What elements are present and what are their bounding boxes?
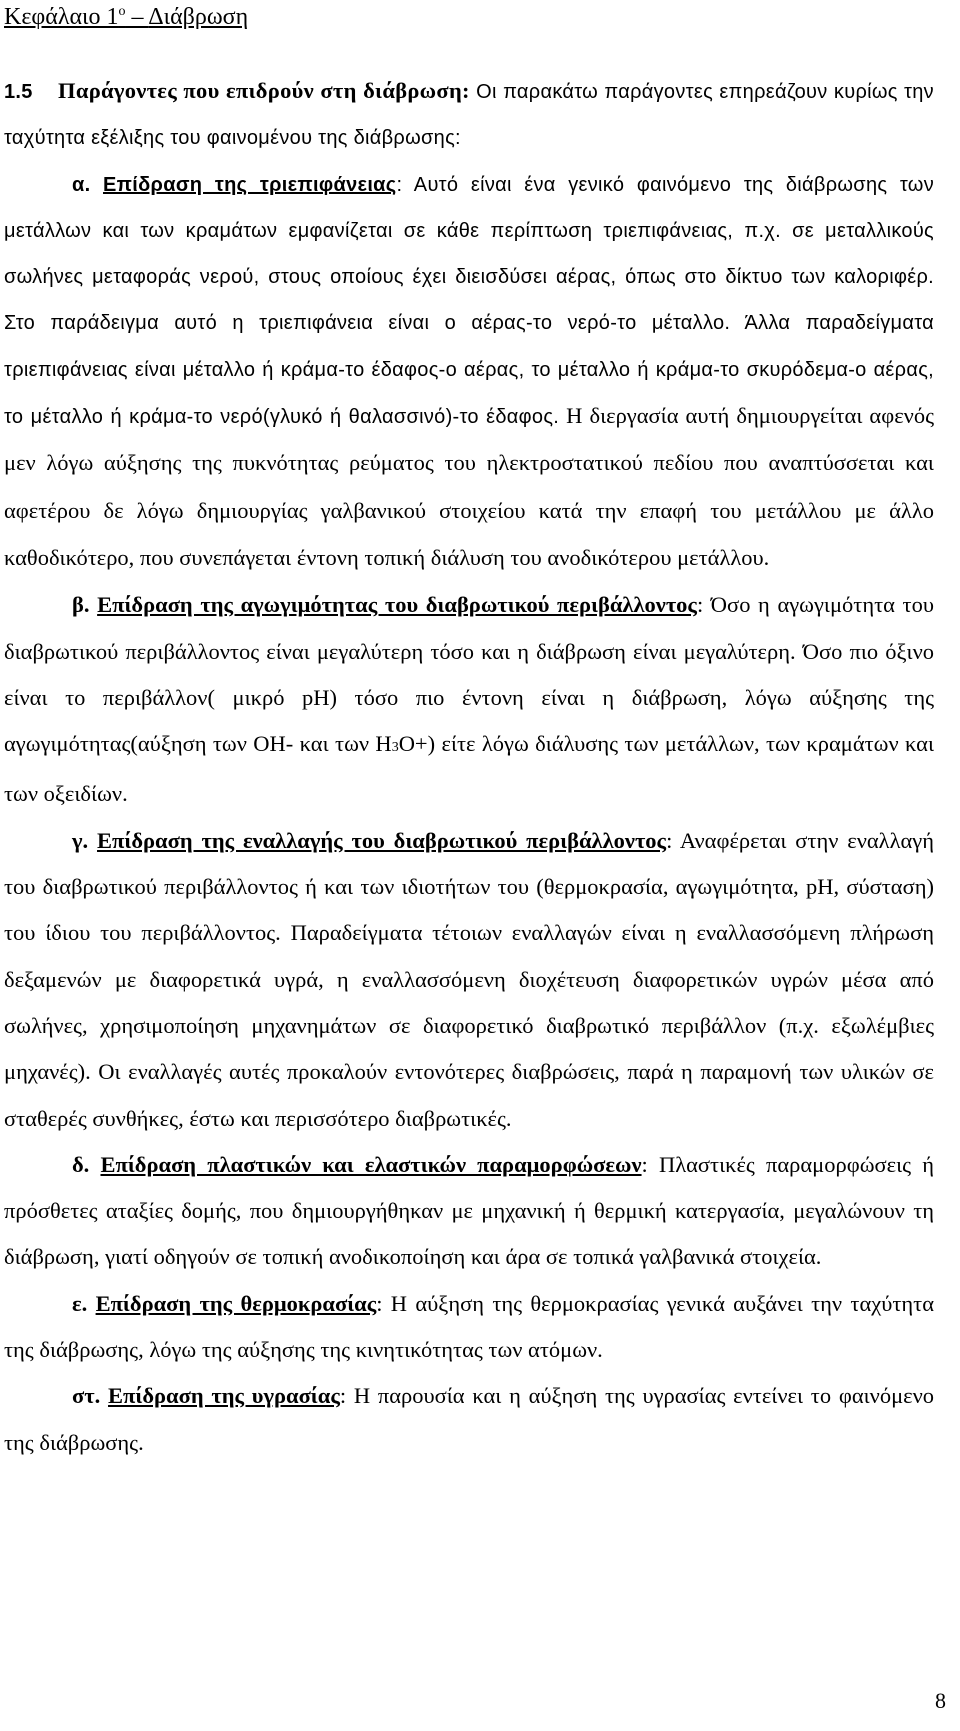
item-d-title: Επίδραση πλαστικών και ελαστικών παραμορφώσεων bbox=[100, 1151, 642, 1177]
item-d-letter: δ. bbox=[72, 1151, 90, 1177]
item-f-text: : Η παρουσία και η αύξηση της υγρασίας εντείνει το φαινόμενο της διάβρωσης. bbox=[4, 1383, 935, 1455]
item-c-title: Επίδραση της εναλλαγής του διαβρωτικού περιβάλλοντος bbox=[97, 827, 667, 853]
header-chapter-sup: ο bbox=[118, 4, 126, 19]
item-c-paragraph bbox=[4, 818, 934, 1142]
section-heading bbox=[4, 78, 470, 103]
item-e-text: : Η αύξηση της θερμοκρασίας γενικά αυξάνει την ταχύτητα της διάβρωσης, λόγω της αύξησης της κινητικότητας των ατόμων. bbox=[4, 1290, 934, 1363]
item-e-title: Επίδραση της θερμοκρασίας bbox=[95, 1290, 377, 1316]
item-f-paragraph bbox=[4, 1373, 934, 1466]
item-e-paragraph bbox=[4, 1281, 934, 1374]
section-heading-paragraph bbox=[4, 68, 934, 162]
section-title: Παράγοντες που επιδρούν στη διάβρωση: bbox=[58, 78, 470, 103]
item-a-text-continued: Η διεργασία αυτή δημιουργείται αφενός μεν λόγω αύξησης της πυκνότητας ρεύματος του ηλεκτροστατικού πεδίου που αναπτύσσεται και αφετέρου δε λόγω δημιουργίας γαλβανικού στοιχείου κατά την επαφή του μετάλλου με άλλο καθοδικότερο, που συνεπάγεται έντονη τοπική διάλυση του ανοδικότερου μετάλλου. bbox=[4, 403, 934, 570]
item-c-text: : Αναφέρεται στην εναλλαγή του διαβρωτικού περιβάλλοντος ή και των ιδιοτήτων του (θερμοκρασία, αγωγιμότητα, pH, σύσταση) του ίδιου του περιβάλλοντος. Παραδείγματα τέτοιων εναλλαγών είναι η εναλλασσόμενη πλήρωση δεξαμενών με διαφορετικά υγρά, η εναλλασσόμενη διοχέτευση διαφορετικών υγρών μέσα από σωλήνες, χρησιμοποίηση μηχανημάτων σε διαφορετικό διαβρωτικό περιβάλλον (π.χ. εξωλέμβιες μηχανές). Οι εναλλαγές αυτές προκαλούν εντονότερες διαβρώσεις, παρά η παραμονή των υλικών σε σταθερές συνθήκες, έστω και περισσότερο διαβρωτικές. bbox=[4, 827, 934, 1131]
item-d-text: : Πλαστικές παραμορφώσεις ή πρόσθετες αταξίες δομής, που δημιουργήθηκαν με μηχανική ή θερμική κατεργασία, μεγαλώνουν τη διάβρωση, γιατί οδηγούν σε τοπική ανοδικοποίηση και άρα σε τοπικά γαλβανικά στοιχεία. bbox=[4, 1151, 934, 1270]
item-b-paragraph bbox=[4, 582, 934, 817]
body-text bbox=[4, 68, 934, 1466]
item-a-text: : Αυτό είναι ένα γενικό φαινόμενο της διάβρωσης των μετάλλων και των κραμάτων εμφανίζεται σε κάθε περίπτωση τριεπιφάνειας, π.χ. σε μεταλλικούς σωλήνες μεταφοράς νερού, στους οποίους έχει διεισδύσει αέρας, όπως στο δίκτυο των καλοριφέρ. Στο παράδειγμα αυτό η τριεπιφάνεια είναι ο αέρας-το νερό-το μέταλλο. Άλλα παραδείγματα τριεπιφάνειας είναι μέταλλο ή κράμα-το έδαφος-ο αέρας, το μέταλλο ή κράμα-το σκυρόδεμα-ο αέρας, το μέταλλο ή κράμα-το νερό(γλυκό ή θαλασσινό)-το έδαφος. bbox=[4, 173, 935, 429]
header-separator: – bbox=[125, 4, 149, 30]
item-b-text-1: : Όσο η αγωγιμότητα του διαβρωτικού περιβάλλοντος είναι μεγαλύτερη τόσο και η διάβρωση είναι μεγαλύτερη. Όσο πιο όξινο είναι το περιβάλλον( μικρό pH) τόσο πιο έντονη είναι η διάβρωση, λόγω αύξησης της αγωγιμότητας(αύξηση των OH- και των H bbox=[4, 592, 934, 757]
item-b-text-2: O+) είτε λόγω διάλυσης των μετάλλων, των κραμάτων και των οξειδίων. bbox=[4, 731, 934, 807]
page-number: 8 bbox=[935, 1688, 946, 1713]
item-a-title: Επίδραση της τριεπιφάνειας bbox=[103, 173, 397, 196]
header-topic: Διάβρωση bbox=[148, 4, 249, 30]
item-f-letter: στ. bbox=[72, 1383, 101, 1409]
header-chapter: Κεφάλαιο 1 bbox=[4, 4, 119, 30]
item-c-letter: γ. bbox=[72, 827, 89, 853]
item-f-title: Επίδραση της υγρασίας bbox=[108, 1383, 340, 1409]
section-intro: Οι παρακάτω παράγοντες επηρεάζουν κυρίως την ταχύτητα εξέλιξης του φαινομένου της διάβρωσης: bbox=[4, 81, 934, 150]
item-d-paragraph bbox=[4, 1142, 934, 1281]
section-number: 1.5 bbox=[4, 81, 33, 103]
item-e-letter: ε. bbox=[72, 1290, 88, 1316]
running-header bbox=[4, 2, 248, 32]
item-b-title: Επίδραση της αγωγιμότητας του διαβρωτικού περιβάλλοντος bbox=[97, 592, 697, 618]
item-b-letter: β. bbox=[72, 592, 90, 618]
item-a-letter: α. bbox=[72, 173, 91, 196]
item-b-subscript: 3 bbox=[391, 740, 399, 756]
item-a-paragraph bbox=[4, 162, 934, 583]
